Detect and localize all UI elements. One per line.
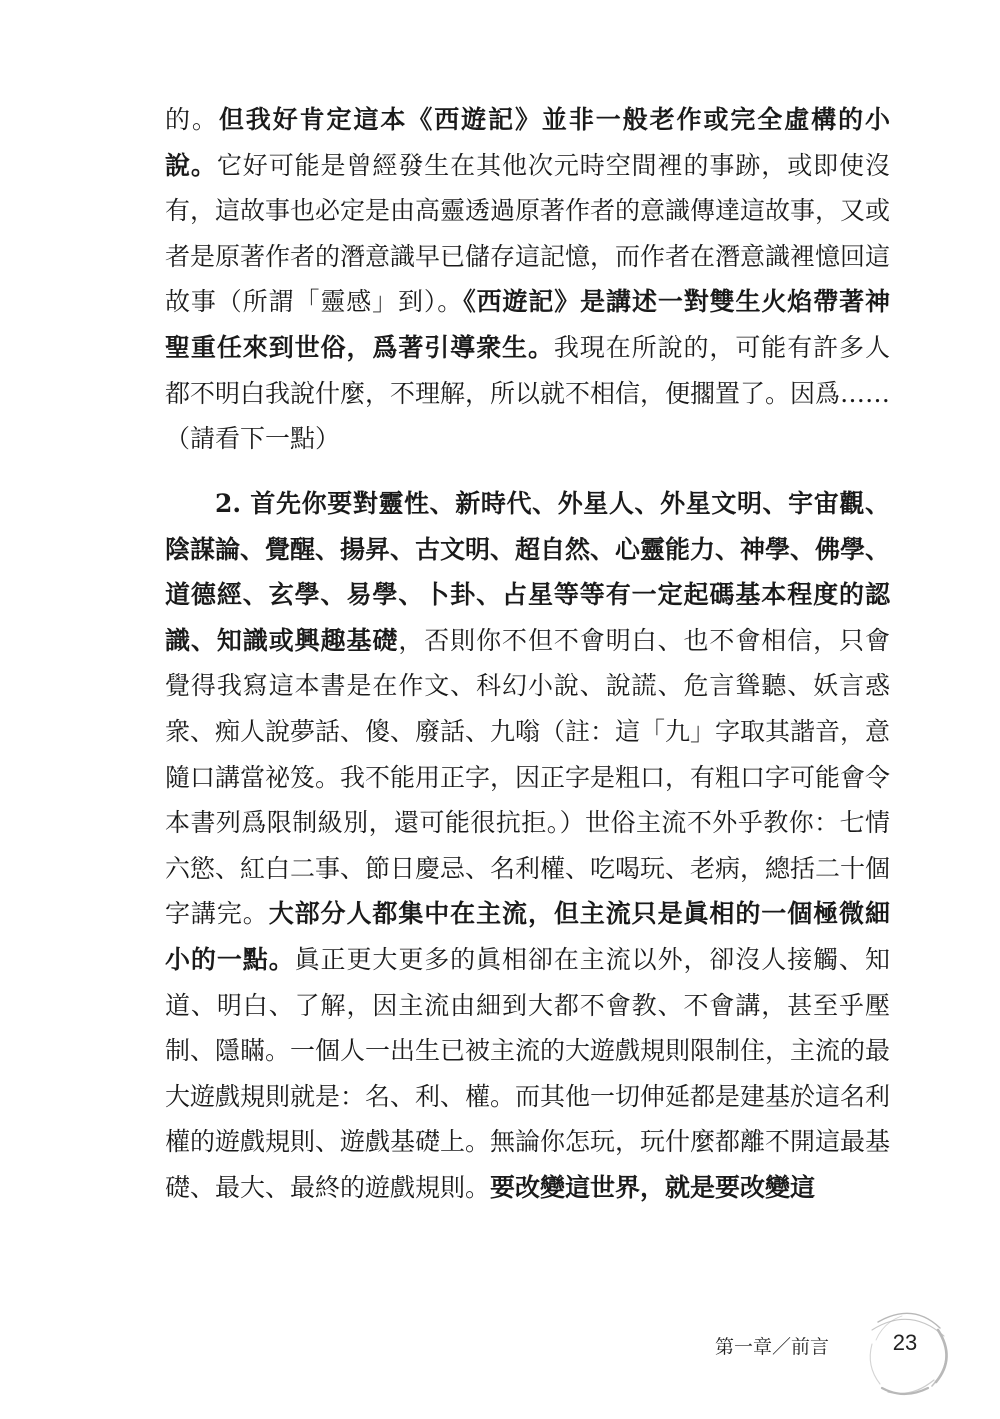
para2-sentence-2: ，否則你不但不會明白、也不會相信，只會覺得我寫這本書是在作文、科幻小說、說謊、危言聳聽、妖言惑衆、痴人說夢話、傻、廢話、九嗡（註：這「九」字取其諧音，意隨口講當祕笈。我不能用正字，因正字是粗口，有粗口字可能會令本書列爲限制級別，還可能很抗拒。）世俗主流不外乎教你：七情六慾、紅白二事、節日慶忌、名利權、吃喝玩、老病，總括二十個字講完。 [165,625,891,929]
para2-bold-sentence: 大部分人都集中在主流，但主流只是眞相的一個極微細小的一點。 [165,899,890,974]
para1-sentence-3: 它好可能是曾經發生在其他次元時空間裡的事跡，或即使沒有，這故事也必定是由高靈透過原著作者的意識傳達這故事，又或者是原著作者的潛意識早已儲存這記憶，而作者在潛意識裡憶回這故事（所謂「靈感」到）。 [165,150,891,317]
para1-sentence-5: 我現在所說的，可能有許多人都不明白我說什麼，不理解，所以就不相信，便擱置了。因爲……（請看下一點） [165,332,891,454]
page-number: 23 [892,1330,918,1355]
para2-sentence-4: 眞正更大更多的眞相卻在主流以外，卻沒人接觸、知道、明白、了解，因主流由細到大都不會教、不會講，甚至乎壓制、隱瞞。一個人一出生已被主流的大遊戲規則限制住，主流的最大遊戲規則就是：名、利、權。而其他一切伸延都是建基於這名利權的遊戲規則、遊戲基礎上。無論你怎玩，玩什麼都離不開這最基礎、最大、最終的遊戲規則。 [165,944,891,1202]
para2-bold-opening: 2. 首先你要對靈性、新時代、外星人、外星文明、宇宙觀、陰謀論、覺醒、揚昇、古文明、超自然、心靈能力、神學、佛學、道德經、玄學、易學、卜卦、占星等等有一定起碼基本程度的認識、知識或興趣基礎 [165,489,891,655]
para1-bold-sentence-2: 《西遊記》是講述一對雙生火焰帶著神聖重任來到世俗，爲著引導衆生。 [165,287,890,362]
chapter-label: 第一章／前言 [715,1336,830,1358]
para2-bold-closing: 要改變這世界，就是要改變這 [490,1172,816,1202]
paragraph-1 [165,97,890,462]
para1-sentence-1: 的。 [165,105,219,134]
paragraph-2 [165,481,890,1211]
para1-bold-sentence: 但我好肯定這本《西遊記》並非一般老作或完全虛構的小說。 [165,105,890,180]
